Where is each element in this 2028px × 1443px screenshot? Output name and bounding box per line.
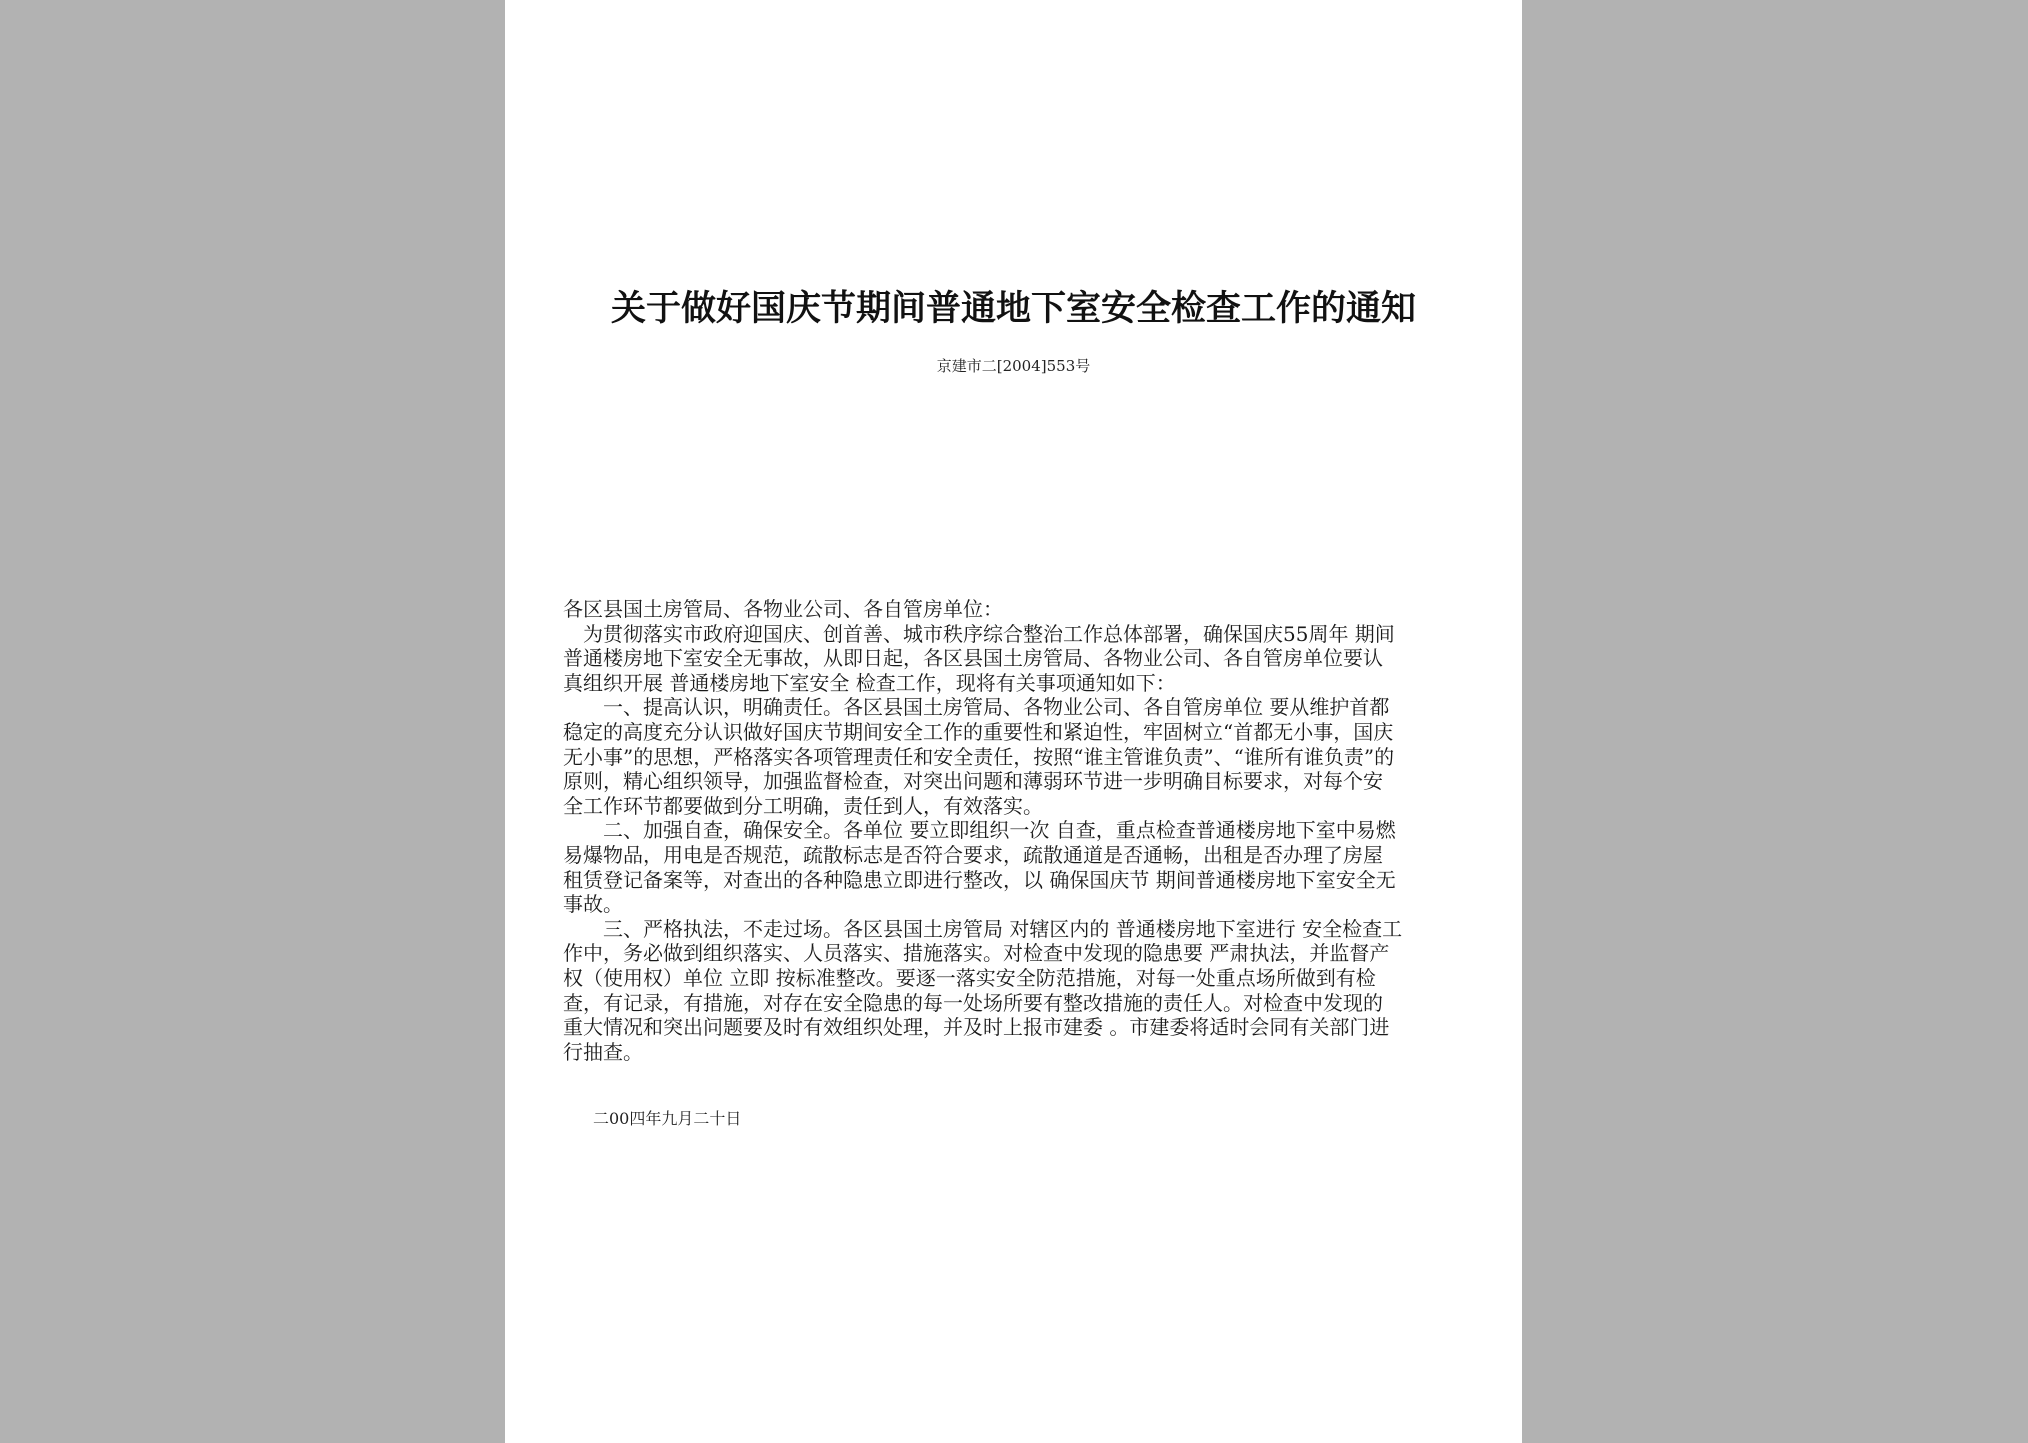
document-title: 关于做好国庆节期间普通地下室安全检查工作的通知 (610, 288, 1416, 329)
body-line: 行抽查。 (563, 1039, 643, 1064)
body-line: 权（使用权）单位 立即 按标准整改。要逐一落实安全防范措施，对每一处重点场所做到有检 (563, 965, 1376, 990)
document-date: 二00四年九月二十日 (593, 1109, 742, 1128)
body-line: 无小事”的思想，严格落实各项管理责任和安全责任，按照“谁主管谁负责”、“谁所有谁负责”的 (563, 744, 1395, 769)
body-line: 一、提高认识，明确责任。各区县国土房管局、各物业公司、各自管房单位 要从维护首都 (563, 695, 1390, 720)
document-page (505, 0, 1522, 1443)
body-line: 三、严格执法，不走过场。各区县国土房管局 对辖区内的 普通楼房地下室进行 安全检查工 (563, 916, 1403, 941)
body-line: 普通楼房地下室安全无事故，从即日起，各区县国土房管局、各物业公司、各自管房单位要认 (563, 646, 1383, 671)
body-line: 作中，务必做到组织落实、人员落实、措施落实。对检查中发现的隐患要 严肃执法，并监督产 (563, 941, 1390, 966)
salutation-line: 各区县国土房管局、各物业公司、各自管房单位： (563, 597, 1003, 621)
body-line: 原则，精心组织领导，加强监督检查，对突出问题和薄弱环节进一步明确目标要求，对每个安 (563, 769, 1383, 794)
body-line: 稳定的高度充分认识做好国庆节期间安全工作的重要性和紧迫性，牢固树立“首都无小事，国庆 (563, 719, 1394, 744)
body-line: 全工作环节都要做到分工明确，责任到人，有效落实。 (563, 793, 1043, 818)
document-body (563, 597, 1483, 1064)
body-line: 二、加强自查，确保安全。各单位 要立即组织一次 自查，重点检查普通楼房地下室中易燃 (563, 818, 1396, 843)
body-line: 为贯彻落实市政府迎国庆、创首善、城市秩序综合整治工作总体部署，确保国庆55周年 期间 (563, 621, 1395, 646)
body-line: 租赁登记备案等，对查出的各种隐患立即进行整改，以 确保国庆节 期间普通楼房地下室安全无 (563, 867, 1396, 892)
body-line: 真组织开展 普通楼房地下室安全 检查工作，现将有关事项通知如下： (563, 670, 1176, 695)
body-line: 事故。 (563, 892, 623, 917)
document-number: 京建市二[2004]553号 (936, 357, 1091, 375)
body-line: 查，有记录，有措施，对存在安全隐患的每一处场所要有整改措施的责任人。对检查中发现的 (563, 990, 1383, 1015)
body-line: 易爆物品，用电是否规范，疏散标志是否符合要求，疏散通道是否通畅，出租是否办理了房屋 (563, 842, 1383, 867)
body-line: 重大情况和突出问题要及时有效组织处理，并及时上报市建委 。市建委将适时会同有关部门进 (563, 1015, 1390, 1040)
